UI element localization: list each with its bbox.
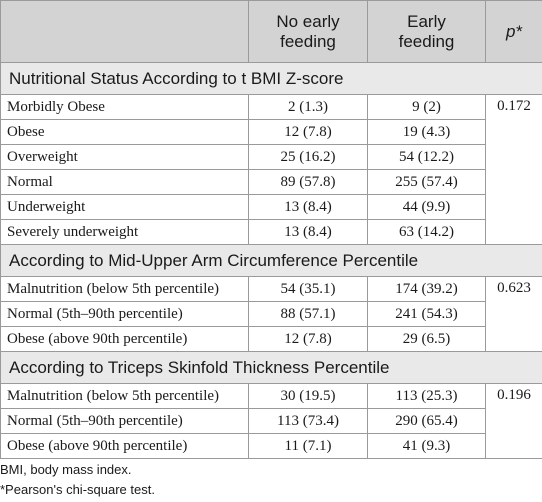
header-no-early-line1: No early <box>276 11 340 31</box>
table-row <box>1 302 542 327</box>
header-no-early-line2: feeding <box>280 31 336 51</box>
cell-no-early: 13 (8.4) <box>249 195 368 220</box>
table-row <box>1 220 542 245</box>
row-label: Underweight <box>1 195 249 220</box>
cell-no-early: 12 (7.8) <box>249 120 368 145</box>
cell-no-early: 13 (8.4) <box>249 220 368 245</box>
footnote-abbreviation: BMI, body mass index. <box>0 462 132 477</box>
section-header-row <box>1 245 542 277</box>
cell-early: 54 (12.2) <box>368 145 486 170</box>
cell-no-early: 25 (16.2) <box>249 145 368 170</box>
cell-early: 255 (57.4) <box>368 170 486 195</box>
row-label: Normal (5th–90th percentile) <box>1 302 249 327</box>
row-label: Normal (5th–90th percentile) <box>1 409 249 434</box>
cell-early: 19 (4.3) <box>368 120 486 145</box>
table-row <box>1 120 542 145</box>
header-blank-cell <box>1 1 249 63</box>
cell-early: 9 (2) <box>368 95 486 120</box>
header-early-line2: feeding <box>398 31 455 51</box>
section-header-row <box>1 352 542 384</box>
cell-early: 41 (9.3) <box>368 434 486 459</box>
cell-early: 241 (54.3) <box>368 302 486 327</box>
cell-no-early: 89 (57.8) <box>249 170 368 195</box>
row-label: Overweight <box>1 145 249 170</box>
table-row <box>1 145 542 170</box>
footnotes <box>0 460 155 500</box>
row-label: Morbidly Obese <box>1 95 249 120</box>
table-row <box>1 434 542 459</box>
header-row <box>1 1 542 63</box>
header-early-feeding <box>368 1 486 63</box>
cell-early: 44 (9.9) <box>368 195 486 220</box>
cell-p-value: 0.623 <box>486 277 542 352</box>
cell-p-value: 0.196 <box>486 384 542 459</box>
cell-early: 29 (6.5) <box>368 327 486 352</box>
table-row <box>1 384 542 409</box>
section-title: According to Mid-Upper Arm Circumference Percentile <box>1 245 542 277</box>
table-row <box>1 277 542 302</box>
table-row <box>1 195 542 220</box>
row-label: Normal <box>1 170 249 195</box>
cell-early: 63 (14.2) <box>368 220 486 245</box>
row-label: Obese (above 90th percentile) <box>1 434 249 459</box>
header-early-line1: Early <box>407 11 446 31</box>
cell-p-value: 0.172 <box>486 95 542 245</box>
footnote-test: *Pearson's chi-square test. <box>0 482 155 497</box>
row-label: Severely underweight <box>1 220 249 245</box>
cell-no-early: 113 (73.4) <box>249 409 368 434</box>
cell-no-early: 30 (19.5) <box>249 384 368 409</box>
row-label: Obese (above 90th percentile) <box>1 327 249 352</box>
section-header-row <box>1 63 542 95</box>
section-title: According to Triceps Skinfold Thickness Percentile <box>1 352 542 384</box>
cell-early: 290 (65.4) <box>368 409 486 434</box>
cell-no-early: 88 (57.1) <box>249 302 368 327</box>
table-row <box>1 95 542 120</box>
table-row <box>1 327 542 352</box>
cell-no-early: 11 (7.1) <box>249 434 368 459</box>
cell-no-early: 2 (1.3) <box>249 95 368 120</box>
section-title: Nutritional Status According to t BMI Z-score <box>1 63 542 95</box>
row-label: Malnutrition (below 5th percentile) <box>1 277 249 302</box>
row-label: Obese <box>1 120 249 145</box>
cell-no-early: 12 (7.8) <box>249 327 368 352</box>
cell-no-early: 54 (35.1) <box>249 277 368 302</box>
table-row <box>1 409 542 434</box>
header-no-early-feeding <box>249 1 368 63</box>
cell-early: 113 (25.3) <box>368 384 486 409</box>
table-row <box>1 170 542 195</box>
row-label: Malnutrition (below 5th percentile) <box>1 384 249 409</box>
cell-early: 174 (39.2) <box>368 277 486 302</box>
header-p-value: p* <box>486 1 542 63</box>
